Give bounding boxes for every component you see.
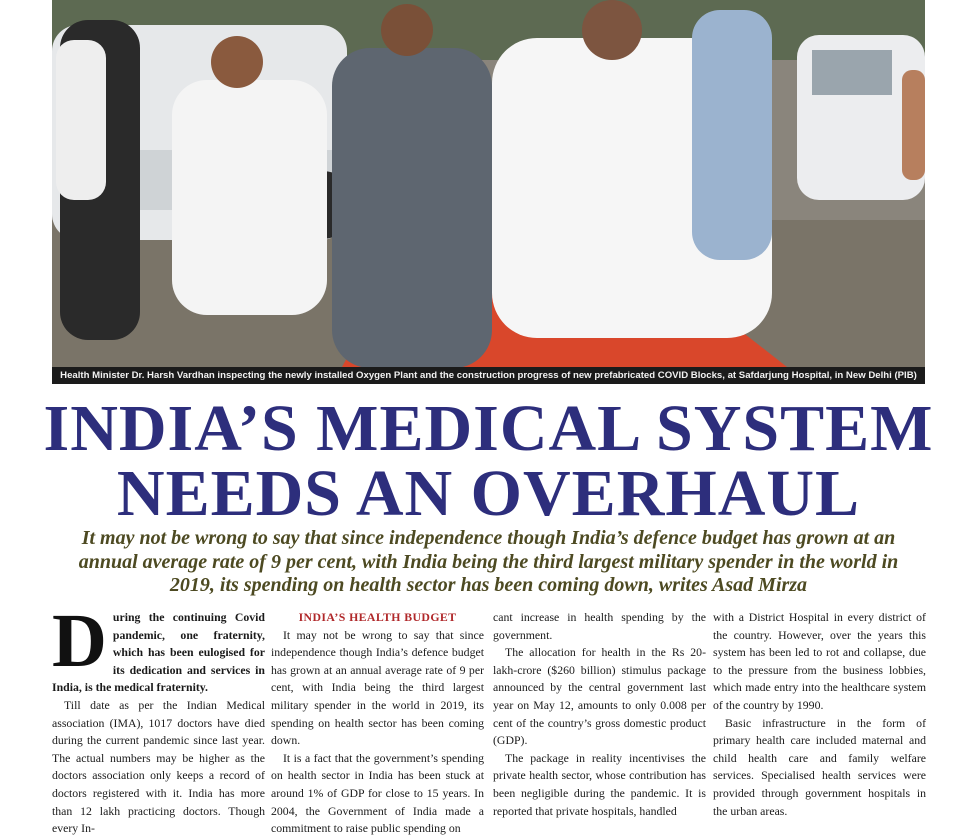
body-paragraph: It may not be wrong to say that since independence though India’s defence budget has grown at an annual average rate of 9 per cent, with India being the third largest military spender in the world in 2019, its spending on health sector has been coming down. [271, 627, 484, 748]
headline-line-1: INDIA’S MEDICAL SYSTEM [43, 392, 934, 465]
drop-cap: D [52, 599, 107, 683]
article-column-4 [713, 609, 926, 820]
article-column-1 [52, 599, 265, 838]
section-subhead: INDIA’S HEALTH BUDGET [298, 610, 457, 624]
article-photo [52, 0, 925, 367]
article-column-3 [493, 609, 706, 820]
body-paragraph: with a District Hospital in every district of the country. However, over the years this system has been led to rot and collapse, due to the pressure from the business lobbies, which made entry into the healthcare system of the country by 1990. [713, 610, 926, 712]
headline-line-2: NEEDS AN OVERHAUL [116, 457, 861, 530]
lead-paragraph: uring the continuing Covid pandemic, one fraternity, which has been eulogised for its dedication and services in India, is the medical fraternity. [52, 610, 265, 695]
body-paragraph: Till date as per the Indian Medical association (IMA), 1017 doctors have died during the current pandemic since last year. The actual numbers may be higher as the doctors association only keeps a record of doctors registered with it. India has more than 12 lakh practicing doctors. Though every In- [52, 697, 265, 836]
body-paragraph: It is a fact that the government’s spending on health sector in India has been stuck at around 1% of GDP for close to 15 years. In 2004, the Government of India made a commitment to raise public spending on [271, 750, 484, 836]
body-paragraph: The allocation for health in the Rs 20-lakh-crore ($260 billion) stimulus package announced by the central government last year on May 12, amounts to only 0.008 per cent of the country’s gross domestic product (GDP). [493, 645, 706, 748]
body-paragraph: Basic infrastructure in the form of primary health care included maternal and child health care and family welfare services. Specialised health services were provided through government hospitals in the urban areas. [713, 715, 926, 818]
standfirst: It may not be wrong to say that since independence though India’s defence budget has grown at an annual average rate of 9 per cent, with India being the third largest military spender in the world in 2019, its spending on health sector has been coming down, writes Asad Mirza [78, 527, 899, 596]
body-paragraph: The package in reality incentivises the private health sector, whose contribution has been negligible during the pandemic. It is reported that private hospitals, handled [493, 750, 706, 818]
article-column-2 [271, 609, 484, 838]
photo-caption: Health Minister Dr. Harsh Vardhan inspecting the newly installed Oxygen Plant and the construction progress of new prefabricated COVID Blocks, at Safdarjung Hospital, in New Delhi (PIB) [52, 367, 925, 384]
body-paragraph: cant increase in health spending by the government. [493, 610, 706, 642]
